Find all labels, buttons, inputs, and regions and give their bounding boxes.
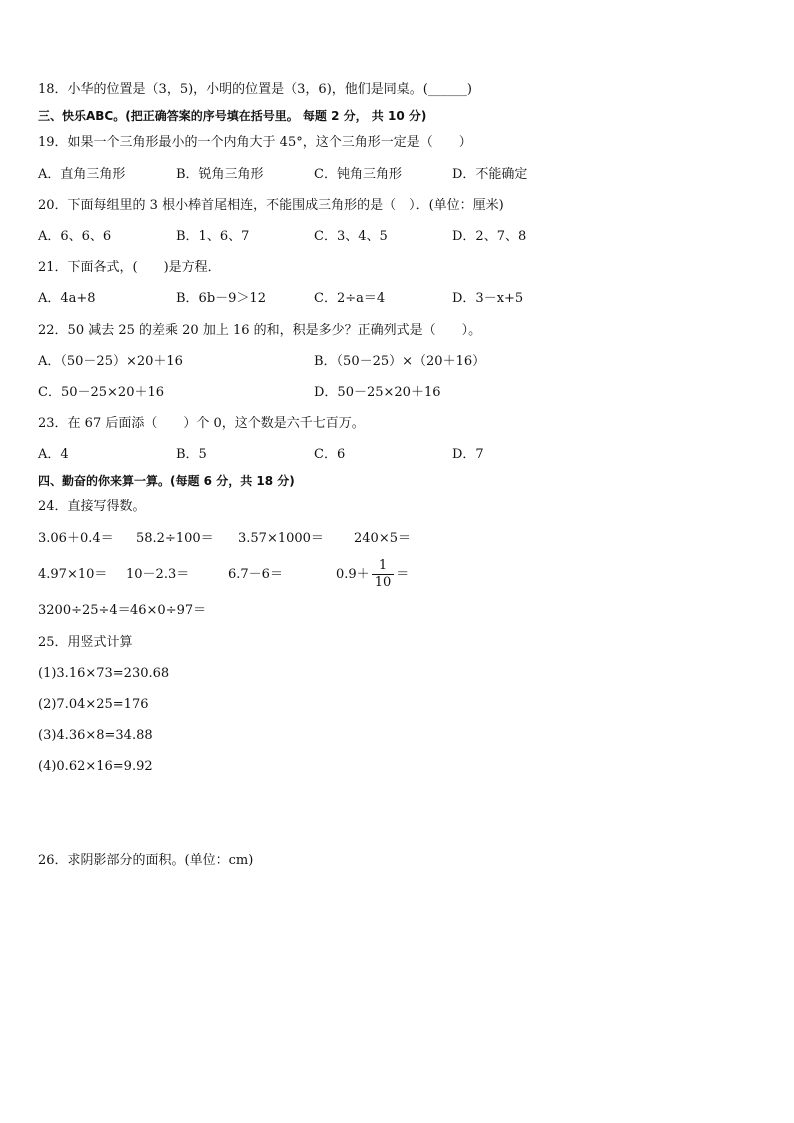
- q24-item-7: 6.7－6＝: [228, 567, 283, 582]
- question-25-stem: 25．用竖式计算: [38, 635, 133, 650]
- question-18-text: 18．小华的位置是（3，5)，小明的位置是（3，6)，他们是同桌。(: [38, 82, 428, 97]
- q24-item-9: 3200÷25÷4＝: [38, 603, 131, 618]
- question-18-end: ): [466, 82, 472, 97]
- q20-option-d[interactable]: D．2、7、8: [452, 229, 527, 244]
- q19-option-d[interactable]: D．不能确定: [452, 167, 528, 182]
- section-3-heading: 三、快乐ABC。(把正确答案的序号填在括号里。 每题 2 分， 共 10 分): [38, 109, 427, 123]
- q22-option-b[interactable]: B．（50－25）×（20＋16）: [314, 354, 486, 369]
- q20-option-c[interactable]: C．3、4、5: [314, 229, 388, 244]
- q25-item-1: (1)3.16×73=230.68: [38, 666, 170, 681]
- q21-option-d[interactable]: D．3－x+5: [452, 291, 524, 306]
- question-24-stem: 24．直接写得数。: [38, 499, 146, 514]
- fraction-numerator: 1: [372, 558, 395, 575]
- q24-item-3: 3.57×1000＝: [238, 531, 324, 546]
- q24-item-6: 10－2.3＝: [126, 567, 190, 582]
- fraction-suffix: ＝: [396, 567, 410, 582]
- q21-option-a[interactable]: A．4a+8: [38, 291, 96, 306]
- q23-option-a[interactable]: A．4: [38, 447, 69, 462]
- q20-option-a[interactable]: A．6、6、6: [38, 229, 112, 244]
- question-18: [38, 81, 472, 99]
- q23-option-b[interactable]: B．5: [176, 447, 207, 462]
- q20-option-b[interactable]: B．1、6、7: [176, 229, 250, 244]
- q24-item-4: 240×5＝: [354, 531, 411, 546]
- question-21-stem: 21．下面各式，( )是方程．: [38, 260, 221, 275]
- q24-item-2: 58.2÷100＝: [136, 531, 214, 546]
- question-22-stem: 22．50 减去 25 的差乘 20 加上 16 的和，积是多少？正确列式是（ ）。: [38, 323, 482, 338]
- q24-item-10: 46×0÷97＝: [130, 603, 207, 618]
- q25-item-4: (4)0.62×16=9.92: [38, 759, 153, 774]
- q24-item-1: 3.06＋0.4＝: [38, 531, 114, 546]
- question-20-stem: 20．下面每组里的 3 根小棒首尾相连，不能围成三角形的是（ ）．(单位：厘米): [38, 198, 504, 213]
- q21-option-c[interactable]: C．2÷a＝4: [314, 291, 386, 306]
- q23-option-d[interactable]: D．7: [452, 447, 484, 462]
- answer-blank[interactable]: ______: [427, 82, 467, 97]
- q19-option-b[interactable]: B．锐角三角形: [176, 167, 264, 182]
- fraction-denominator: 10: [374, 575, 392, 590]
- q25-item-3: (3)4.36×8=34.88: [38, 728, 153, 743]
- section-4-heading: 四、勤奋的你来算一算。(每题 6 分，共 18 分): [38, 474, 295, 488]
- question-23-stem: 23．在 67 后面添（ ）个 0，这个数是六千七百万。: [38, 416, 365, 431]
- q19-option-c[interactable]: C．钝角三角形: [314, 167, 402, 182]
- q21-option-b[interactable]: B．6b－9＞12: [176, 291, 266, 306]
- q22-option-c[interactable]: C．50－25×20＋16: [38, 385, 165, 400]
- q22-option-a[interactable]: A．（50－25）×20＋16: [38, 354, 183, 369]
- fraction: [372, 558, 395, 591]
- q25-item-2: (2)7.04×25=176: [38, 697, 149, 712]
- question-19-stem: 19．如果一个三角形最小的一个内角大于 45°，这个三角形一定是（ ）: [38, 135, 472, 150]
- q24-item-5: 4.97×10＝: [38, 567, 108, 582]
- q24-item-8: [336, 556, 409, 594]
- q22-option-d[interactable]: D．50－25×20＋16: [314, 385, 441, 400]
- q19-option-a[interactable]: A．直角三角形: [38, 167, 126, 182]
- question-26-stem: 26．求阴影部分的面积。(单位：cm): [38, 853, 254, 868]
- fraction-prefix: 0.9＋: [336, 567, 370, 582]
- q23-option-c[interactable]: C．6: [314, 447, 346, 462]
